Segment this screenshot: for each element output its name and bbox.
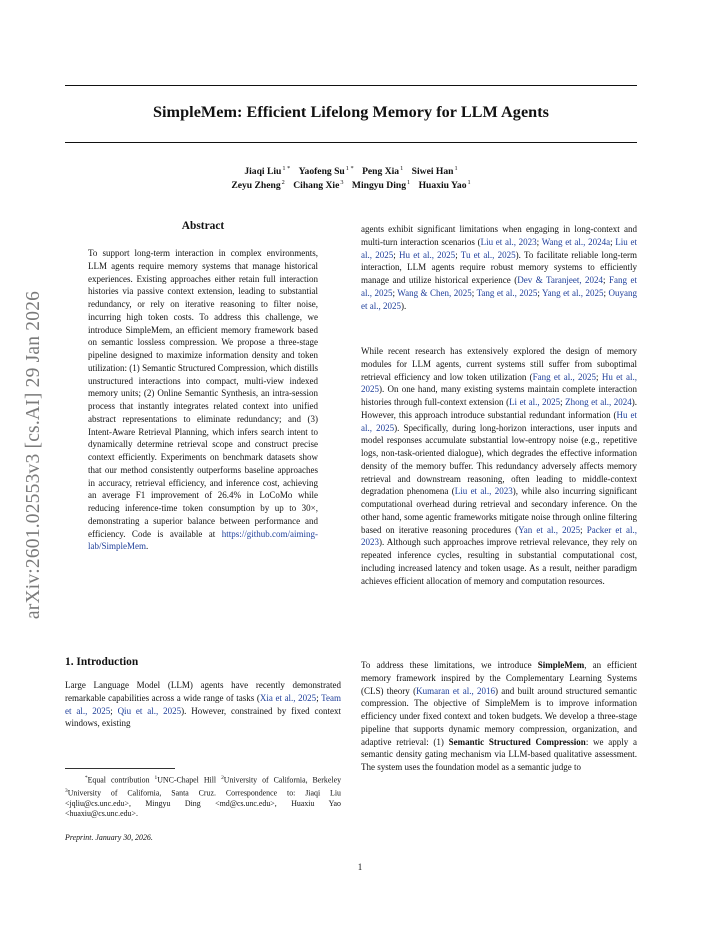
- citation-link[interactable]: Kumaran et al., 2016: [416, 685, 495, 696]
- citation-link[interactable]: Ouyang et al., 2025: [361, 287, 637, 311]
- abstract-heading: Abstract: [181, 220, 225, 232]
- citation-link[interactable]: Zhong et al., 2024: [565, 397, 632, 407]
- citation-link[interactable]: Hu et al., 2025: [361, 371, 637, 395]
- author-line-2: [65, 179, 637, 191]
- citation-link[interactable]: Tang et al., 2025: [476, 287, 538, 298]
- section-heading-introduction: 1. Introduction: [65, 656, 139, 668]
- author: Cihang Xie$^3$: [293, 179, 344, 192]
- code-link[interactable]: https://github.com/aiming-lab/SimpleMem: [88, 528, 318, 552]
- author: Peng Xia$^1$: [362, 165, 404, 178]
- intro-paragraph-4: To address these limitations, we introduce SimpleMem, an efficient memory framework inspired by the Complementary Learning Systems (CLS) theory (Kumaran et al., 2016) and built around structured semantic compression. The objective of SimpleMem is to improve information efficiency under fixed context and token budgets. We develop a three-stage pipeline that supports dynamic memory compression, organization, and adaptive retrieval: (1) Semantic Structured Compression: we apply a semantic density gating mechanism via LLM-based qualitative assessment. The system uses the foundation model as a semantic judge to: [361, 660, 637, 772]
- intro-paragraph-3: While recent research has extensively explored the design of memory modules for LLM agents, current systems still suffer from suboptimal retrieval efficiency and low token utilization (Fang et al., 2025; Hu et al., 2025). On one hand, many existing systems maintain complete interaction histories through full-context extension (Li et al., 2025; Zhong et al., 2024). However, this approach introduce substantial redundant information (Hu et al., 2025). Specifically, during long-horizon interactions, user inputs and model responses accumulate substantial low-entropy noise (e.g., repetitive logs, non-task-oriented dialogue), which degrades the effective information density of the memory buffer. This redundancy adversely affects memory retrieval and downstream reasoning, often leading to middle-context degradation phenomena (Liu et al., 2023), while also incurring significant computational overhead during retrieval and secondary inference. On the other hand, some agentic frameworks mitigate noise through online filtering based on iterative reasoning procedures (Yan et al., 2025; Packer et al., 2023). Although such approaches improve retrieval relevance, they rely on repeated inference cycles, resulting in substantial computational cost, including increased latency and token usage. As a result, neither paradigm achieves efficient allocation of memory and computation resources.: [361, 346, 637, 586]
- citation-link[interactable]: Liu et al., 2023: [454, 486, 513, 497]
- citation-link[interactable]: Fang et al., 2025: [361, 275, 637, 298]
- citation-link[interactable]: Xia et al., 2025: [259, 692, 317, 703]
- author: Zeyu Zheng$^2$: [231, 179, 285, 192]
- page-number: 1: [357, 862, 363, 872]
- citation-link[interactable]: Team et al., 2025: [65, 692, 341, 716]
- footnote-rule: [65, 768, 175, 769]
- citation-link[interactable]: Fang et al., 2025: [532, 371, 597, 382]
- affiliation-footnote: *Equal contribution $^1$UNC-Chapel Hill $^2$University of California, Berkeley $^3$University of California, Santa Cruz. Correspondence to: Jiaqi Liu <jqliu@cs.unc.edu>, Mingyu Ding <md@cs.unc.edu>, Huaxiu Yao <huaxiu@cs.unc.edu>.: [65, 775, 342, 819]
- citation-link[interactable]: Li et al., 2025: [509, 397, 561, 407]
- author: Siwei Han$^1$: [411, 165, 458, 178]
- author: Mingyu Ding$^1$: [351, 179, 411, 192]
- paper-title: SimpleMem: Efficient Lifelong Memory for LLM Agents: [152, 103, 550, 121]
- title-rule-top: [65, 85, 637, 86]
- citation-link[interactable]: Hu et al., 2025: [398, 249, 456, 260]
- preprint-note: Preprint. January 30, 2026.: [65, 833, 153, 842]
- arxiv-identifier-text: arXiv:2601.02553v3 [cs.AI] 29 Jan 2026: [23, 290, 44, 620]
- citation-link[interactable]: Tu et al., 2025: [460, 249, 516, 260]
- author: Huaxiu Yao$^1$: [418, 179, 471, 192]
- abstract-text: To support long-term interaction in complex environments, LLM agents require memory systems that manage historical experiences. Existing approaches either retain full interaction histories via passive context extension, leading to substantial redundancy, or rely on iterative reasoning to filter noise, incurring high token costs. To address this challenge, we introduce SimpleMem, an efficient memory framework based on semantic lossless compression. We propose a three-stage pipeline designed to maximize information density and token utilization: (1) Semantic Structured Compression, which distills unstructured interactions into compact, multi-view indexed memory units; (2) Online Semantic Synthesis, an intra-session process that instantly integrates related context into unified abstract representations to eliminate redundancy; and (3) Intent-Aware Retrieval Planning, which infers search intent to dynamically determine retrieval scope and construct precise context efficiently. Experiments on benchmark datasets show that our method consistently outperforms baseline approaches in accuracy, retrieval efficiency, and inference cost, achieving an average F1 improvement of 26.4% in LoCoMo while reducing inference-time token consumption by up to 30×, demonstrating a superior balance between performance and efficiency. Code is available at https://github.com/aiming-lab/SimpleMem.: [88, 248, 318, 552]
- citation-link[interactable]: Liu et al., 2025: [361, 236, 637, 260]
- citation-link[interactable]: Wang & Chen, 2025: [397, 287, 472, 298]
- author: Yaofeng $Su^{1 *}$: [298, 165, 354, 178]
- citation-link[interactable]: Qiu et al., 2025: [117, 705, 182, 716]
- citation-link[interactable]: Yang et al., 2025: [542, 287, 604, 298]
- arxiv-identifier-sidebar: [23, 265, 45, 645]
- citation-link[interactable]: Hu et al., 2025: [361, 409, 637, 433]
- author-line-1: [65, 165, 637, 177]
- author: Jiaqi Liu$^{1 *}$: [244, 165, 291, 178]
- citation-link[interactable]: Yan et al., 2025: [518, 524, 581, 535]
- intro-paragraph-2: agents exhibit significant limitations when engaging in long-context and multi-turn interaction scenarios (Liu et al., 2023; Wang et al., 2024a; Liu et al., 2025; Hu et al., 2025; Tu et al., 2025). To facilitate reliable long-term interaction, LLM agents require robust memory systems to efficiently manage and utilize historical experience (Dev & Taranjeet, 2024; Fang et al., 2025; Wang & Chen, 2025; Tang et al., 2025; Yang et al., 2025; Ouyang et al., 2025).: [361, 224, 638, 311]
- citation-link[interactable]: Wang et al., 2024a: [541, 236, 611, 247]
- citation-link[interactable]: Liu et al., 2023: [480, 236, 537, 247]
- intro-paragraph-1: Large Language Model (LLM) agents have recently demonstrated remarkable capabilities across a wide range of tasks (Xia et al., 2025; Team et al., 2025; Qiu et al., 2025). However, constrained by fixed context windows, existing: [65, 680, 341, 729]
- citation-link[interactable]: Dev & Taranjeet, 2024: [517, 275, 604, 285]
- citation-link[interactable]: Packer et al., 2023: [361, 524, 637, 548]
- title-rule-bottom: [65, 142, 637, 143]
